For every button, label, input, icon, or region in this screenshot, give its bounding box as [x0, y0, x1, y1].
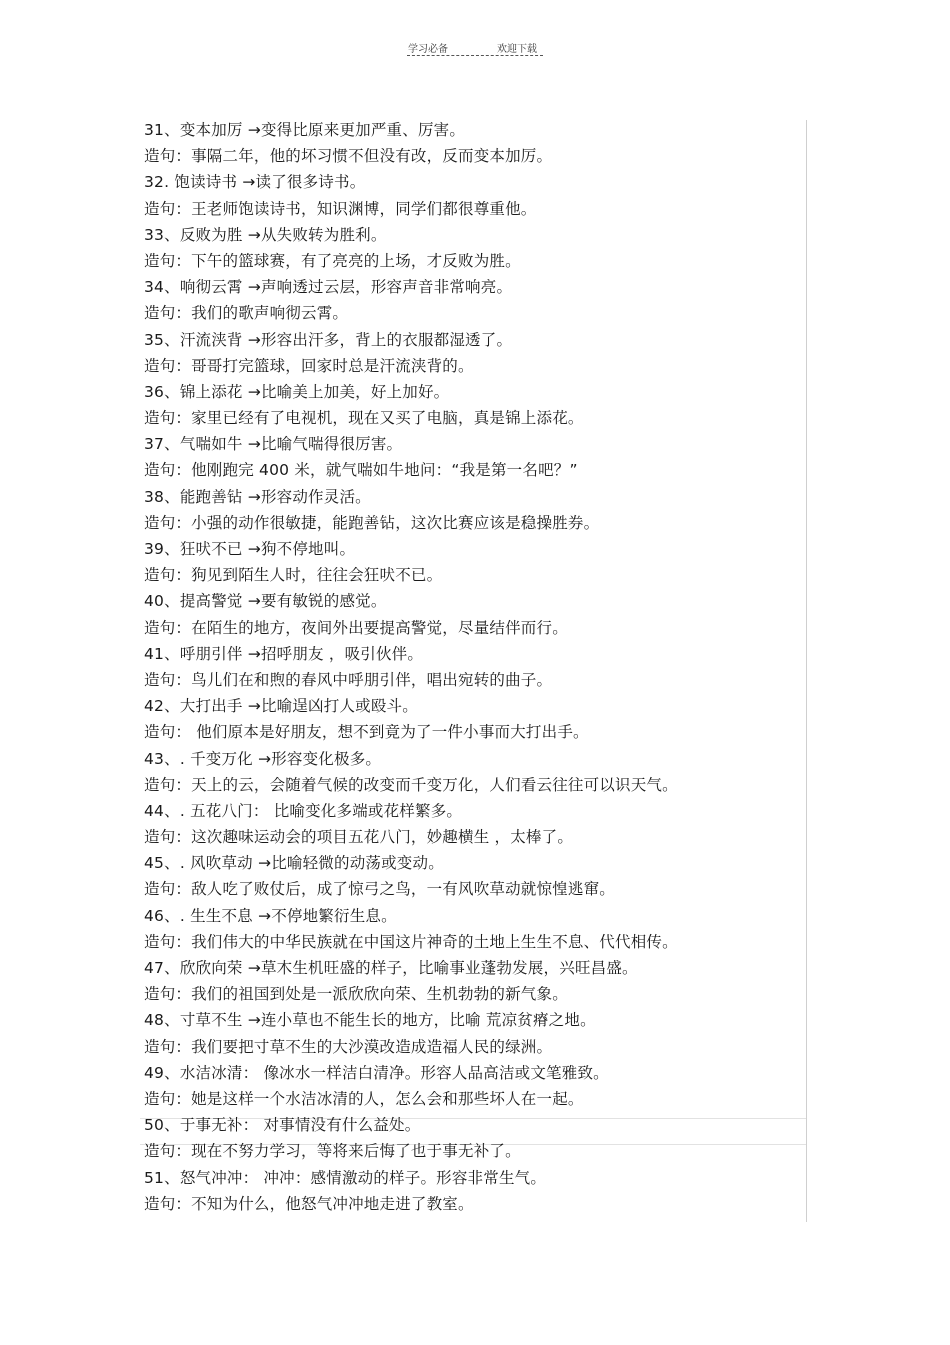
idiom-line: 39、狂吠不已 →狗不停地叫。 [144, 540, 356, 558]
example-line: 造句：在陌生的地方，夜间外出要提高警觉，尽量结伴而行。 [144, 618, 568, 637]
header-left-text: 学习必备 [408, 44, 448, 55]
idiom-line: 51、怒气冲冲： 冲冲：感情激动的样子。形容非常生气。 [144, 1168, 547, 1187]
example-line: 造句：下午的篮球赛，有了亮亮的上场，才反败为胜。 [144, 251, 521, 270]
idiom-line: 32. 饱读诗书 →读了很多诗书。 [144, 173, 366, 192]
idiom-list [144, 117, 804, 1217]
idiom-line: 47、欣欣向荣 →草木生机旺盛的样子，比喻事业蓬勃发展，兴旺昌盛。 [144, 959, 638, 977]
example-line: 造句：不知为什么，他怒气冲冲地走进了教室。 [144, 1194, 474, 1213]
example-line: 造句：敌人吃了败仗后，成了惊弓之鸟，一有风吹草动就惊惶逃窜。 [144, 880, 616, 899]
example-line: 造句：鸟儿们在和煦的春风中呼朋引伴，唱出宛转的曲子。 [144, 670, 553, 689]
example-line: 造句：我们的祖国到处是一派欣欣向荣、生机勃勃的新气象。 [144, 985, 568, 1004]
idiom-line: 31、变本加厉 →变得比原来更加严重、厉害。 [144, 121, 466, 139]
idiom-line: 40、提高警觉 →要有敏锐的感觉。 [144, 592, 387, 611]
idiom-line: 37、气喘如牛 →比喻气喘得很厉害。 [144, 435, 403, 454]
example-line: 造句： 他们原本是好朋友，想不到竟为了一件小事而大打出手。 [144, 723, 589, 742]
page-header [0, 38, 950, 58]
header-right-text: 欢迎下载 [497, 44, 537, 55]
idiom-line: 46、. 生生不息 →不停地繁衍生息。 [144, 906, 397, 925]
idiom-line: 50、于事无补： 对事情没有什么益处。 [144, 1116, 421, 1135]
example-line: 造句：他刚跑完 400 米，就气喘如牛地问：“我是第一名吧？” [144, 461, 578, 480]
idiom-line: 36、锦上添花 →比喻美上加美，好上加好。 [144, 382, 450, 401]
example-line: 造句：我们的歌声响彻云霄。 [144, 304, 349, 323]
example-line: 造句：王老师饱读诗书，知识渊博，同学们都很尊重他。 [144, 199, 537, 218]
idiom-line: 48、寸草不生 →连小草也不能生长的地方，比喻 荒凉贫瘠之地。 [144, 1011, 596, 1030]
example-line: 造句：现在不努力学习，等将来后悔了也于事无补了。 [144, 1142, 521, 1161]
header-dashed-rule [407, 55, 543, 56]
example-line: 造句：哥哥打完篮球，回家时总是汗流浃背的。 [144, 356, 474, 375]
idiom-line: 45、. 风吹草动 →比喻轻微的动荡或变动。 [144, 854, 444, 873]
example-line: 造句：家里已经有了电视机，现在又买了电脑，真是锦上添花。 [144, 409, 584, 428]
example-line: 造句：这次趣味运动会的项目五花八门，妙趣横生 ，太棒了。 [144, 828, 574, 847]
idiom-line: 42、大打出手 →比喻逞凶打人或殴斗。 [144, 697, 418, 716]
example-line: 造句：狗见到陌生人时，往往会狂吠不已。 [144, 566, 443, 585]
idiom-line: 44、. 五花八门： 比喻变化多端或花样繁多。 [144, 801, 463, 820]
example-line: 造句：小强的动作很敏捷，能跑善钻，这次比赛应该是稳操胜券。 [144, 513, 600, 532]
example-line: 造句：我们伟大的中华民族就在中国这片神奇的土地上生生不息、代代相传。 [144, 932, 678, 951]
right-margin-rule [806, 120, 807, 1222]
idiom-line: 38、能跑善钻 →形容动作灵活。 [144, 487, 371, 506]
idiom-line: 34、响彻云霄 →声响透过云层，形容声音非常响亮。 [144, 278, 513, 297]
idiom-line: 35、汗流浃背 →形容出汗多，背上的衣服都湿透了。 [144, 330, 513, 349]
example-line: 造句：事隔二年，他的坏习惯不但没有改，反而变本加厉。 [144, 147, 553, 166]
idiom-line: 43、. 千变万化 →形容变化极多。 [144, 749, 382, 768]
example-line: 造句：我们要把寸草不生的大沙漠改造成造福人民的绿洲。 [144, 1037, 553, 1056]
idiom-line: 49、水洁冰清： 像冰水一样洁白清净。形容人品高洁或文笔雅致。 [144, 1063, 609, 1082]
idiom-line: 41、呼朋引伴 →招呼朋友 ，吸引伙伴。 [144, 644, 424, 663]
idiom-line: 33、反败为胜 →从失败转为胜利。 [144, 225, 387, 244]
example-line: 造句：天上的云，会随着气候的改变而千变万化，人们看云往往可以识天气。 [144, 775, 678, 794]
example-line: 造句：她是这样一个水洁冰清的人，怎么会和那些坏人在一起。 [144, 1089, 584, 1108]
